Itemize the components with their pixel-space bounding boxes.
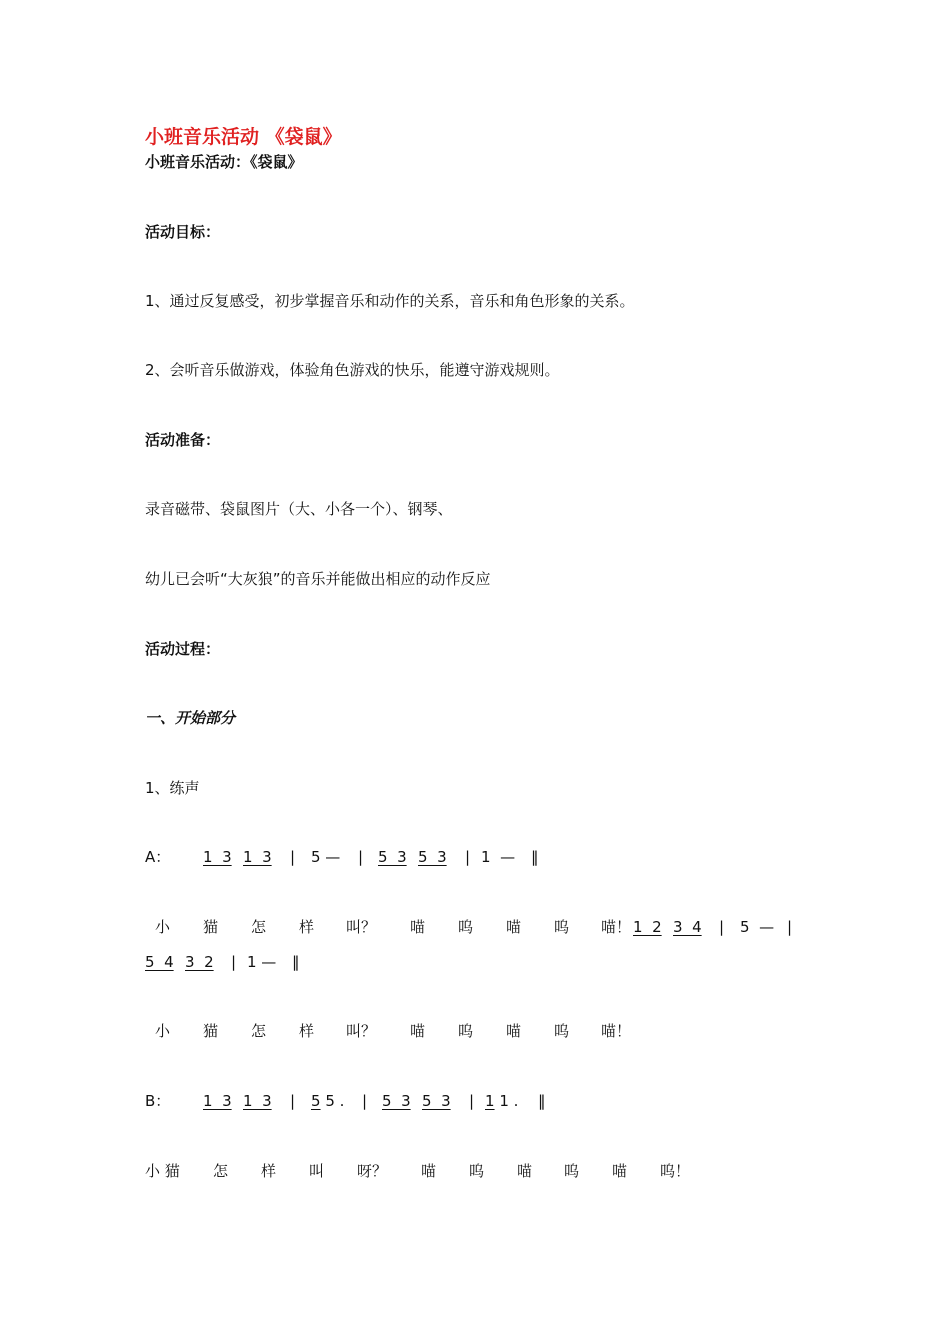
goal-item-2: 2、会听音乐做游戏，体验角色游戏的快乐，能遵守游戏规则。 xyxy=(145,361,560,379)
document-subtitle: 小班音乐活动：《袋鼠》 xyxy=(145,153,303,171)
lyric-syllable: 喵 xyxy=(421,1162,437,1180)
bar-line: | xyxy=(358,848,364,866)
note-dotted: 5 . xyxy=(320,1092,345,1110)
bar-line: | xyxy=(469,1092,475,1110)
lyric-syllable: 叫 xyxy=(309,1162,325,1180)
note-underlined: 1 xyxy=(485,1092,495,1110)
lyric-syllable: 呜 xyxy=(554,918,570,936)
lyric-syllable: 喵 xyxy=(612,1162,628,1180)
lyric-syllable: 小 xyxy=(155,918,171,936)
lyric-syllable: 怎 xyxy=(251,1022,267,1040)
note-dotted: 1 . xyxy=(494,1092,519,1110)
note-group: 5 3 xyxy=(422,1092,451,1110)
note-group xyxy=(485,1091,518,1111)
lyric-syllable: 呜 xyxy=(554,1022,570,1040)
prep-heading: 活动准备： xyxy=(145,431,221,449)
note-group: 5 3 xyxy=(382,1092,411,1110)
note-group: 1 3 xyxy=(203,1092,232,1110)
bar-line: | xyxy=(465,848,471,866)
lyric-syllable: 呜 xyxy=(458,1022,474,1040)
lyric-syllable: 样 xyxy=(299,1022,315,1040)
lyric-syllable: 小 xyxy=(155,1022,171,1040)
note-group: 3 2 xyxy=(185,953,214,971)
lyric-syllable: 呜 xyxy=(469,1162,485,1180)
end-bar: ‖ xyxy=(531,848,539,866)
lyric-syllable: 喵 xyxy=(410,1022,426,1040)
lyric-syllable: 呜 xyxy=(458,918,474,936)
lyric-syllable: 喵 xyxy=(517,1162,533,1180)
note-group xyxy=(311,1091,344,1111)
lyric-syllable: 呀？ xyxy=(357,1162,388,1180)
lyric-syllable: 怎 xyxy=(213,1162,229,1180)
note-group: 1 — xyxy=(481,848,516,866)
lyric-syllable: 猫 xyxy=(203,1022,219,1040)
goal-item-1: 1、通过反复感受，初步掌握音乐和动作的关系，音乐和角色形象的关系。 xyxy=(145,292,635,310)
note-group: 1 3 xyxy=(243,1092,272,1110)
note-group: 1 2 xyxy=(633,918,662,936)
bar-line: | xyxy=(362,1092,368,1110)
prep-item-1: 录音磁带、袋鼠图片（大、小各一个）、钢琴、 xyxy=(145,500,453,518)
lyric-syllable: 小 猫 xyxy=(145,1162,180,1180)
lyric-syllable: 喵 xyxy=(506,1022,522,1040)
note-group: 1 — xyxy=(247,953,277,971)
note-underlined: 5 xyxy=(311,1092,321,1110)
section-heading-start: 一、开始部分 xyxy=(145,709,236,727)
bar-line: | xyxy=(231,953,237,971)
lyric-syllable: 喵 xyxy=(410,918,426,936)
prep-item-2: 幼儿已会听“大灰狼”的音乐并能做出相应的动作反应 xyxy=(145,570,491,588)
process-heading: 活动过程： xyxy=(145,640,221,658)
lyric-syllable: 喵！ xyxy=(601,918,632,936)
bar-line: | xyxy=(719,918,725,936)
lyric-syllable: 怎 xyxy=(251,918,267,936)
bar-line: | xyxy=(290,1092,296,1110)
lyric-syllable: 叫？ xyxy=(346,1022,377,1040)
lyric-syllable: 喵！ xyxy=(601,1022,632,1040)
note-group: 1 3 xyxy=(203,848,232,866)
notation-label-a: A： xyxy=(145,848,171,866)
note-group: 5 3 xyxy=(418,848,447,866)
note-group: 5 — xyxy=(311,848,341,866)
notation-label-b: B： xyxy=(145,1092,171,1110)
document-title: 小班音乐活动 《袋鼠》 xyxy=(145,126,342,148)
item-vocal-practice: 1、练声 xyxy=(145,779,200,797)
lyric-syllable: 呜！ xyxy=(660,1162,691,1180)
lyric-syllable: 呜 xyxy=(564,1162,580,1180)
lyric-syllable: 喵 xyxy=(506,918,522,936)
lyric-syllable: 猫 xyxy=(203,918,219,936)
note-group: 5 4 xyxy=(145,953,174,971)
lyric-syllable: 叫？ xyxy=(346,918,377,936)
note-group: 1 3 xyxy=(243,848,272,866)
note-group: 5 3 xyxy=(378,848,407,866)
end-bar: ‖ xyxy=(292,953,300,971)
bar-line: | xyxy=(787,918,793,936)
lyric-syllable: 样 xyxy=(299,918,315,936)
end-bar: ‖ xyxy=(538,1092,546,1110)
bar-line: | xyxy=(290,848,296,866)
note-group: 3 4 xyxy=(673,918,702,936)
lyric-syllable: 样 xyxy=(261,1162,277,1180)
goal-heading: 活动目标： xyxy=(145,223,221,241)
note-group: 5 — xyxy=(740,918,775,936)
